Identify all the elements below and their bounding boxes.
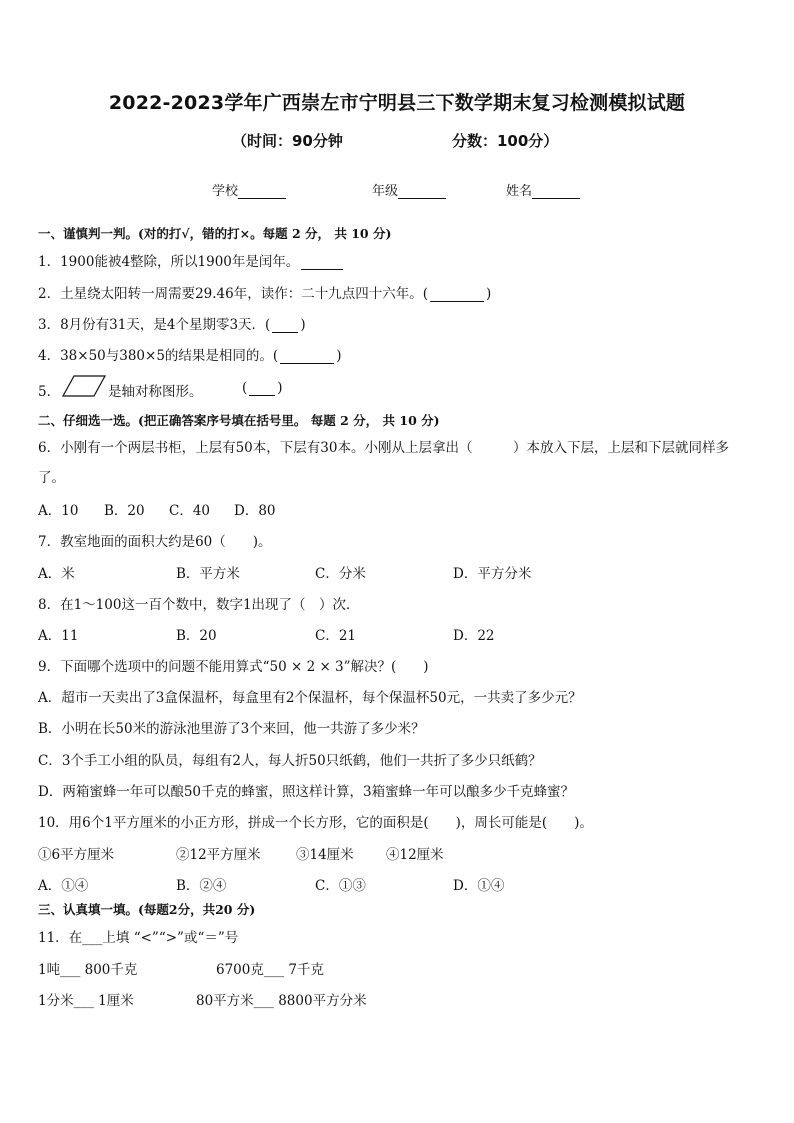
answer-blank[interactable] [301,256,343,270]
parallelogram-figure [62,375,106,397]
option-c[interactable]: C．40 [169,503,211,519]
question-8: 8．在1～100这一百个数中，数字1出现了（ ）次． [38,597,360,613]
question-5 [38,380,60,400]
question-6-line-1: 6．小刚有一个两层书柜，上层有50本，下层有30本。小刚从上层拿出（ ）本放入下层，上层和下层就同样多 [38,440,729,456]
option-a[interactable]: A．①④ [38,878,89,894]
question-6-line-2: 了。 [38,470,65,486]
question-2-text: 2．土星绕太阳转一周需要29.46年，读作：二十九点四十六年。( [38,286,429,302]
paren-close: ) [486,286,492,302]
question-9: 9．下面哪个选项中的问题不能用算式“50 × 2 × 3”解决？( ) [38,659,429,675]
option-a[interactable]: A．10 [38,503,79,519]
option-b[interactable]: B．20 [104,503,145,519]
choice-1: ①6平方厘米 [38,847,115,863]
option-a[interactable]: A．米 [38,566,75,582]
name-blank[interactable] [532,186,580,199]
school-field[interactable] [212,180,286,199]
choice-2: ②12平方厘米 [176,847,261,863]
option-d[interactable]: D．①④ [453,878,505,894]
compare-item[interactable]: 1吨___ 800千克 [38,962,138,978]
question-3-text: 3．8月份有31天，是4个星期零3天．( [38,317,271,333]
option-d[interactable]: D．80 [234,503,276,519]
compare-item[interactable]: 1分米___ 1厘米 [38,993,134,1009]
option-d[interactable]: D．22 [453,628,495,644]
question-1-text: 1．1900能被4整除，所以1900年是闰年。 [38,254,300,270]
answer-blank[interactable] [272,319,298,333]
option-b[interactable]: B．小明在长50米的游泳池里游了3个来回，他一共游了多少米？ [38,721,425,737]
option-d[interactable]: D．两箱蜜蜂一年可以酿50千克的蜂蜜，照这样计算，3箱蜜蜂一年可以酿多少千克蜂蜜？ [38,784,575,800]
time-info: （时间：90分钟 [232,132,343,150]
question-10: 10．用6个1平方厘米的小正方形，拼成一个长方形，它的面积是( )，周长可能是( )。 [38,815,593,831]
answer-blank[interactable] [280,350,334,364]
compare-item[interactable]: 6700克___ 7千克 [216,962,324,978]
question-11: 11．在___上填 “<”“>”或“＝”号 [38,930,239,946]
option-b[interactable]: B．平方米 [176,566,240,582]
option-a[interactable]: A．11 [38,628,79,644]
option-c[interactable]: C．3个手工小组的队员，每组有2人，每人折50只纸鹤，他们一共折了多少只纸鹤？ [38,753,542,769]
school-label: 学校 [212,184,239,199]
name-field[interactable] [506,180,580,199]
paren-close: ) [336,348,342,364]
option-a[interactable]: A．超市一天卖出了3盒保温杯，每盒里有2个保温杯，每个保温杯50元，一共卖了多少元？ [38,690,582,706]
option-c[interactable]: C．21 [315,628,357,644]
paren-close: ) [300,317,306,333]
grade-label: 年级 [372,184,399,199]
grade-field[interactable] [372,180,446,199]
option-c[interactable]: C．①③ [315,878,366,894]
question-5-answer: ( ) [242,380,283,396]
question-3 [38,313,306,333]
answer-blank[interactable] [249,382,275,396]
option-b[interactable]: B．20 [176,628,217,644]
answer-blank[interactable] [430,288,484,302]
section-heading-1: 一、谨慎判一判。(对的打√，错的打×。每题 2 分， 共 10 分) [38,226,392,241]
question-2 [38,282,491,302]
option-b[interactable]: B．②④ [176,878,227,894]
option-d[interactable]: D．平方分米 [453,566,532,582]
page-title: 2022-2023学年广西崇左市宁明县三下数学期末复习检测模拟试题 [108,92,686,114]
option-c[interactable]: C．分米 [315,566,366,582]
question-7: 7．教室地面的面积大约是60（ )。 [38,534,272,550]
question-4 [38,344,341,364]
score-info: 分数：100分） [452,132,559,150]
choice-4: ④12厘米 [386,847,444,863]
name-label: 姓名 [506,184,533,199]
compare-item[interactable]: 80平方米___ 8800平方分米 [196,993,367,1009]
section-heading-3: 三、认真填一填。(每题2分，共20 分) [38,902,256,917]
question-1 [38,250,345,270]
choice-3: ③14厘米 [296,847,354,863]
question-5-number: 5． [38,384,61,400]
question-4-text: 4．38×50与380×5的结果是相同的。( [38,348,279,364]
grade-blank[interactable] [398,186,446,199]
school-blank[interactable] [238,186,286,199]
question-5-text: 是轴对称图形。 [108,384,203,400]
section-heading-2: 二、仔细选一选。(把正确答案序号填在括号里。 每题 2 分， 共 10 分) [38,413,440,428]
